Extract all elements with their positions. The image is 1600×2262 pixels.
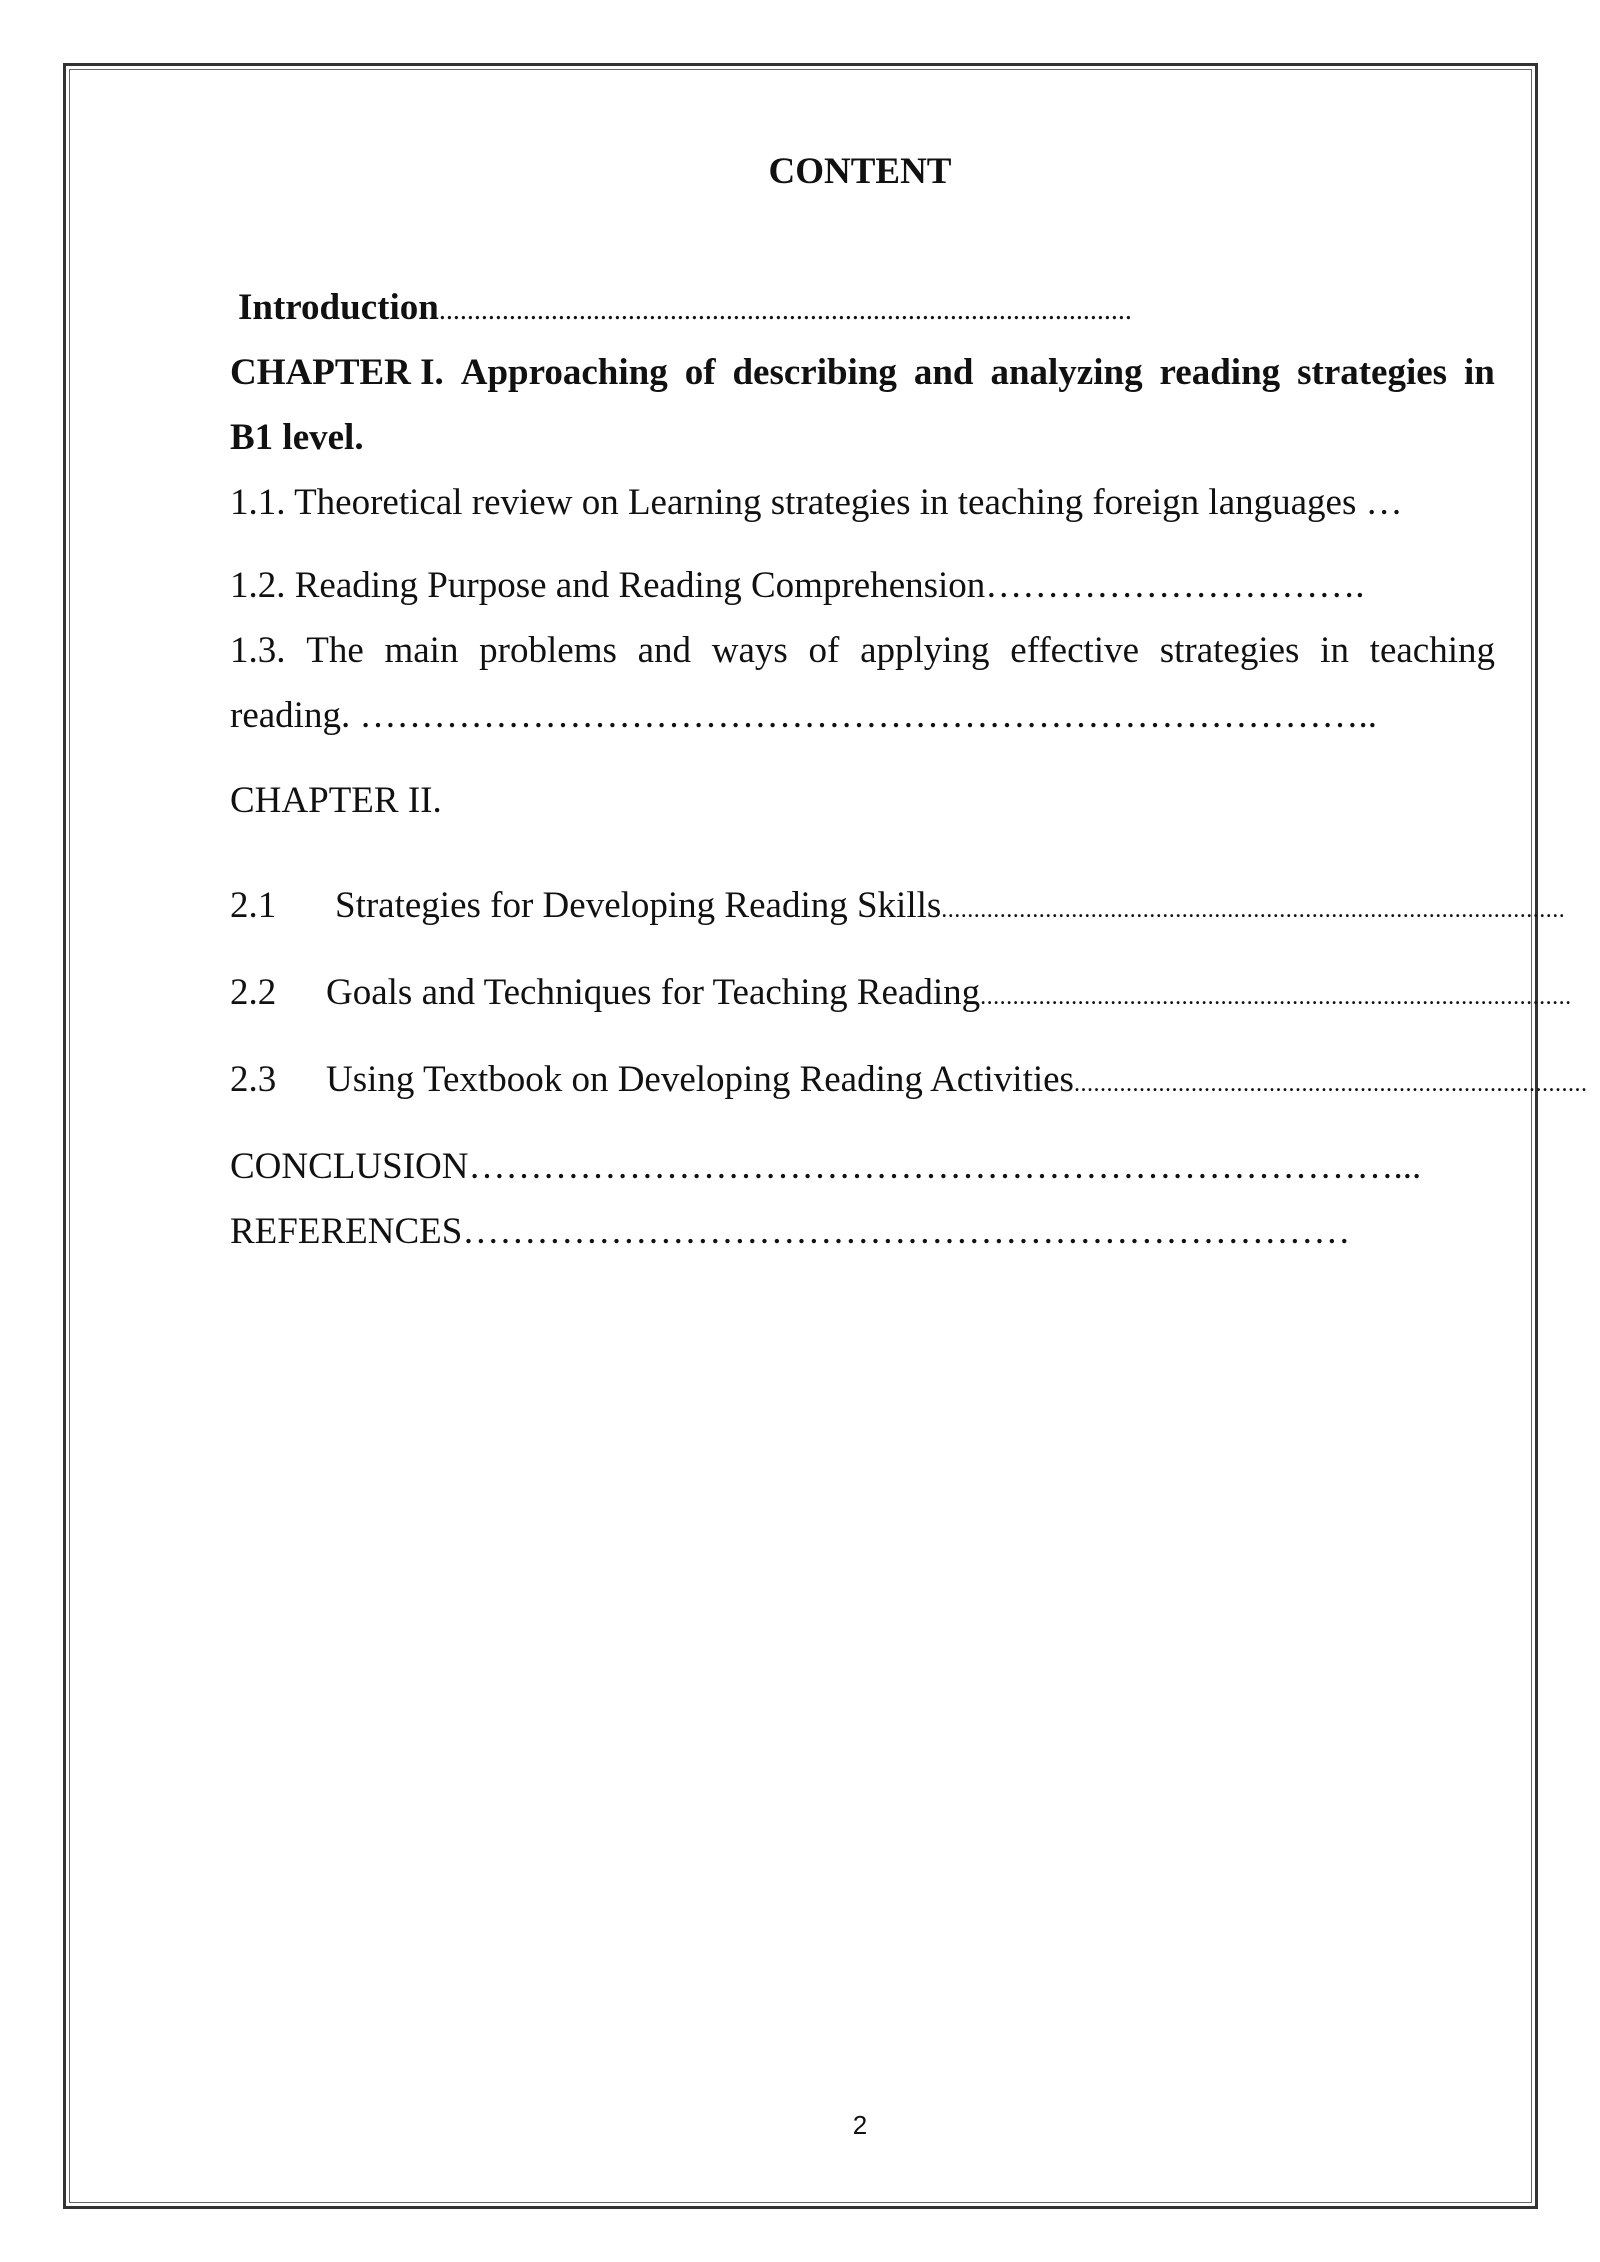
word: 1.3.	[230, 630, 286, 671]
word: Approaching	[460, 352, 668, 393]
toc-introduction	[238, 275, 1503, 343]
toc-section-2-2	[230, 960, 1572, 1030]
word: and	[637, 630, 692, 671]
toc-section-2-1	[230, 873, 1566, 943]
toc-section-2-3-leader: ...............................................................................	[1073, 1071, 1588, 1097]
toc-section-2-2-number: 2.2	[230, 972, 277, 1013]
toc-section-2-1-leader: ................................................................................................	[941, 897, 1566, 923]
toc-introduction-leader: ...................................................................................................	[438, 295, 1132, 326]
word: effective	[1010, 630, 1139, 671]
toc-section-2-1-title: Strategies for Developing Reading Skills	[335, 885, 942, 926]
page-number: 2	[852, 2110, 868, 2140]
word: of	[684, 352, 716, 393]
toc-section-2-3	[230, 1047, 1588, 1117]
word: of	[808, 630, 840, 671]
toc-section-1-3	[230, 618, 1495, 748]
word: in	[1464, 352, 1495, 393]
toc-section-1-2: 1.2. Reading Purpose and Reading Comprehension………………………….	[230, 565, 1365, 606]
toc-chapter-1-line-2: B1 level.	[230, 417, 364, 458]
word: The	[306, 630, 364, 671]
word: describing	[732, 352, 897, 393]
toc-chapter-2: CHAPTER II.	[230, 780, 442, 821]
word: and	[913, 352, 974, 393]
word: strategies	[1159, 630, 1300, 671]
word: applying	[860, 630, 990, 671]
toc-chapter-1	[230, 340, 1495, 470]
toc-section-1-1: 1.1. Theoretical review on Learning strategies in teaching foreign languages …	[230, 482, 1403, 523]
toc-introduction-label: Introduction	[238, 287, 439, 328]
toc-section-2-3-number: 2.3	[230, 1059, 277, 1100]
word: teaching	[1369, 630, 1495, 671]
page-title: CONTENT	[768, 151, 952, 192]
word: in	[1320, 630, 1349, 671]
word: analyzing	[990, 352, 1143, 393]
toc-chapter-1-line-1	[230, 340, 1495, 405]
toc-references: REFERENCES………………………………………………………………	[230, 1211, 1351, 1252]
toc-section-2-2-title: Goals and Techniques for Teaching Reading	[326, 972, 981, 1013]
toc-section-2-2-leader: ...........................................................................................	[980, 984, 1572, 1010]
word: ways	[711, 630, 788, 671]
word: CHAPTER I.	[230, 352, 444, 393]
word: reading	[1159, 352, 1281, 393]
toc-section-2-3-title: Using Textbook on Developing Reading Activities	[326, 1059, 1074, 1100]
toc-section-2-1-number: 2.1	[230, 885, 277, 926]
toc-conclusion: CONCLUSION…………………………………………………………………...	[230, 1146, 1422, 1187]
word: main	[384, 630, 459, 671]
word: problems	[479, 630, 617, 671]
toc-section-1-3-line-2: reading. ………………………………………………………………………..	[230, 695, 1377, 736]
toc-section-1-3-line-1	[230, 618, 1495, 683]
word: strategies	[1297, 352, 1448, 393]
